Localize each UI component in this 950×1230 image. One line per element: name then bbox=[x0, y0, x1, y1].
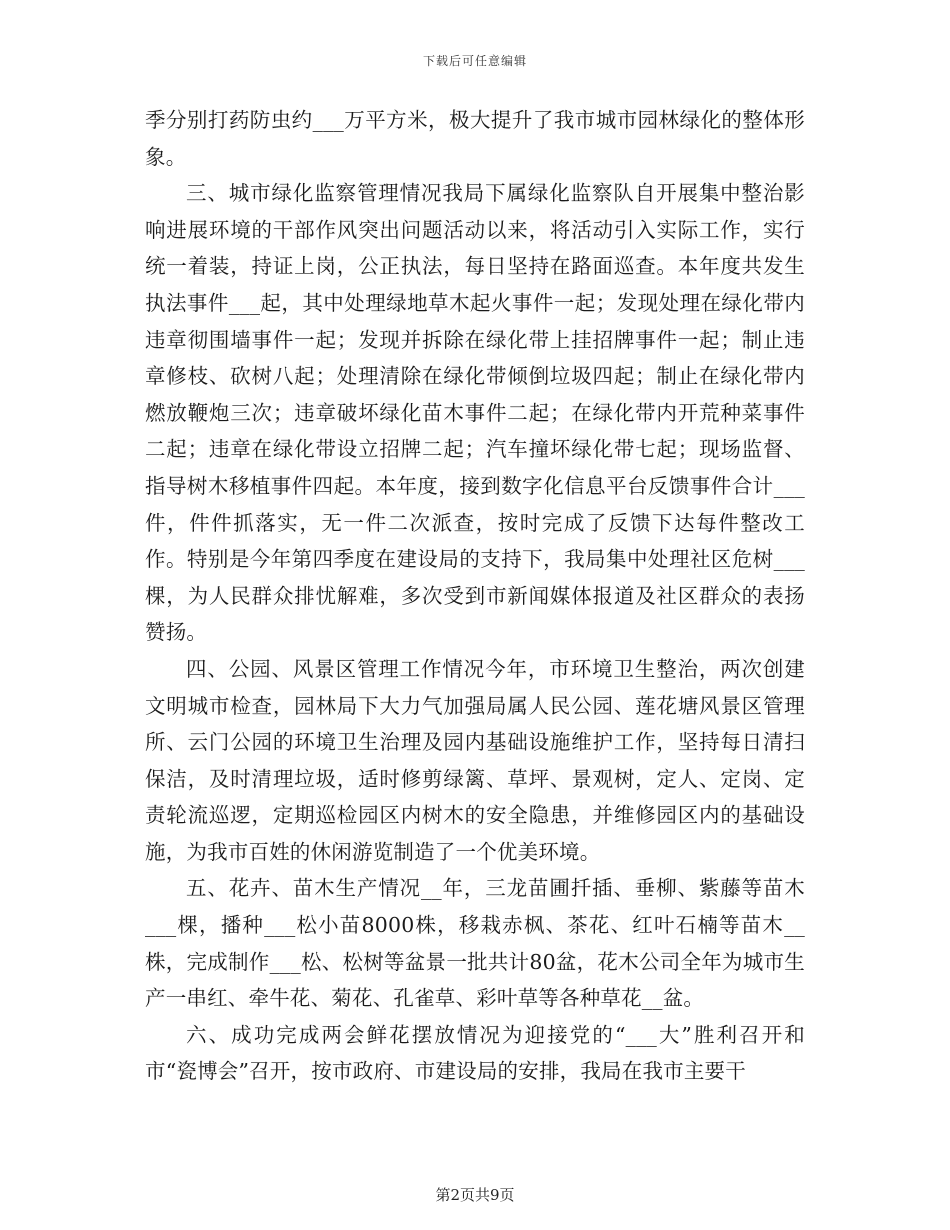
paragraph-section-3: 三、城市绿化监察管理情况我局下属绿化监察队自开展集中整治影响进展环境的干部作风突出问题活动以来，将活动引入实际工作，实行统一着装，持证上岗，公正执法，每日坚持在路面巡查。本年度共发生执法事件___起，其中处理绿地草木起火事件一起；发现处理在绿化带内违章彻围墙事件一起；发现并拆除在绿化带上挂招牌事件一起；制止违章修枝、砍树八起；处理清除在绿化带倾倒垃圾四起；制止在绿化带内燃放鞭炮三次；违章破坏绿化苗木事件二起；在绿化带内开荒种菜事件二起；违章在绿化带设立招牌二起；汽车撞坏绿化带七起；现场监督、指导树木移植事件四起。本年度，接到数字化信息平台反馈事件合计___件，件件抓落实，无一件二次派查，按时完成了反馈下达每件整改工作。特别是今年第四季度在建设局的支持下，我局集中处理社区危树___棵，为人民群众排忧解难，多次受到市新闻媒体报道及社区群众的表扬赞扬。 bbox=[145, 181, 805, 645]
page-header: 下载后可任意编辑 bbox=[422, 54, 527, 68]
document-body bbox=[145, 102, 805, 1090]
paragraph-continuation: 季分别打药防虫约___万平方米，极大提升了我市城市园林绿化的整体形象。 bbox=[145, 108, 805, 169]
paragraph-section-4: 四、公园、风景区管理工作情况今年，市环境卫生整治，两次创建文明城市检查，园林局下大力气加强局属人民公园、莲花塘风景区管理所、云门公园的环境卫生治理及园内基础设施维护工作，坚持每日清扫保洁，及时清理垃圾，适时修剪绿篱、草坪、景观树，定人、定岗、定责轮流巡逻，定期巡检园区内树木的安全隐患，并维修园区内的基础设施，为我市百姓的休闲游览制造了一个优美环境。 bbox=[145, 656, 805, 864]
paragraph-section-5: 五、花卉、苗木生产情况__年，三龙苗圃扦插、垂柳、紫藤等苗木___棵，播种___松小苗8000株，移栽赤枫、茶花、红叶石楠等苗木__株，完成制作___松、松树等盆景一批共计80盆，花木公司全年为城市生产一串红、牵牛花、菊花、孔雀草、彩叶草等各种草花__盆。 bbox=[145, 876, 805, 1011]
paragraph-section-6: 六、成功完成两会鲜花摆放情况为迎接党的“___大”胜利召开和市“瓷博会”召开，按市政府、市建设局的安排，我局在我市主要干 bbox=[145, 1022, 805, 1084]
page-footer: 第2页共9页 bbox=[435, 1186, 515, 1204]
